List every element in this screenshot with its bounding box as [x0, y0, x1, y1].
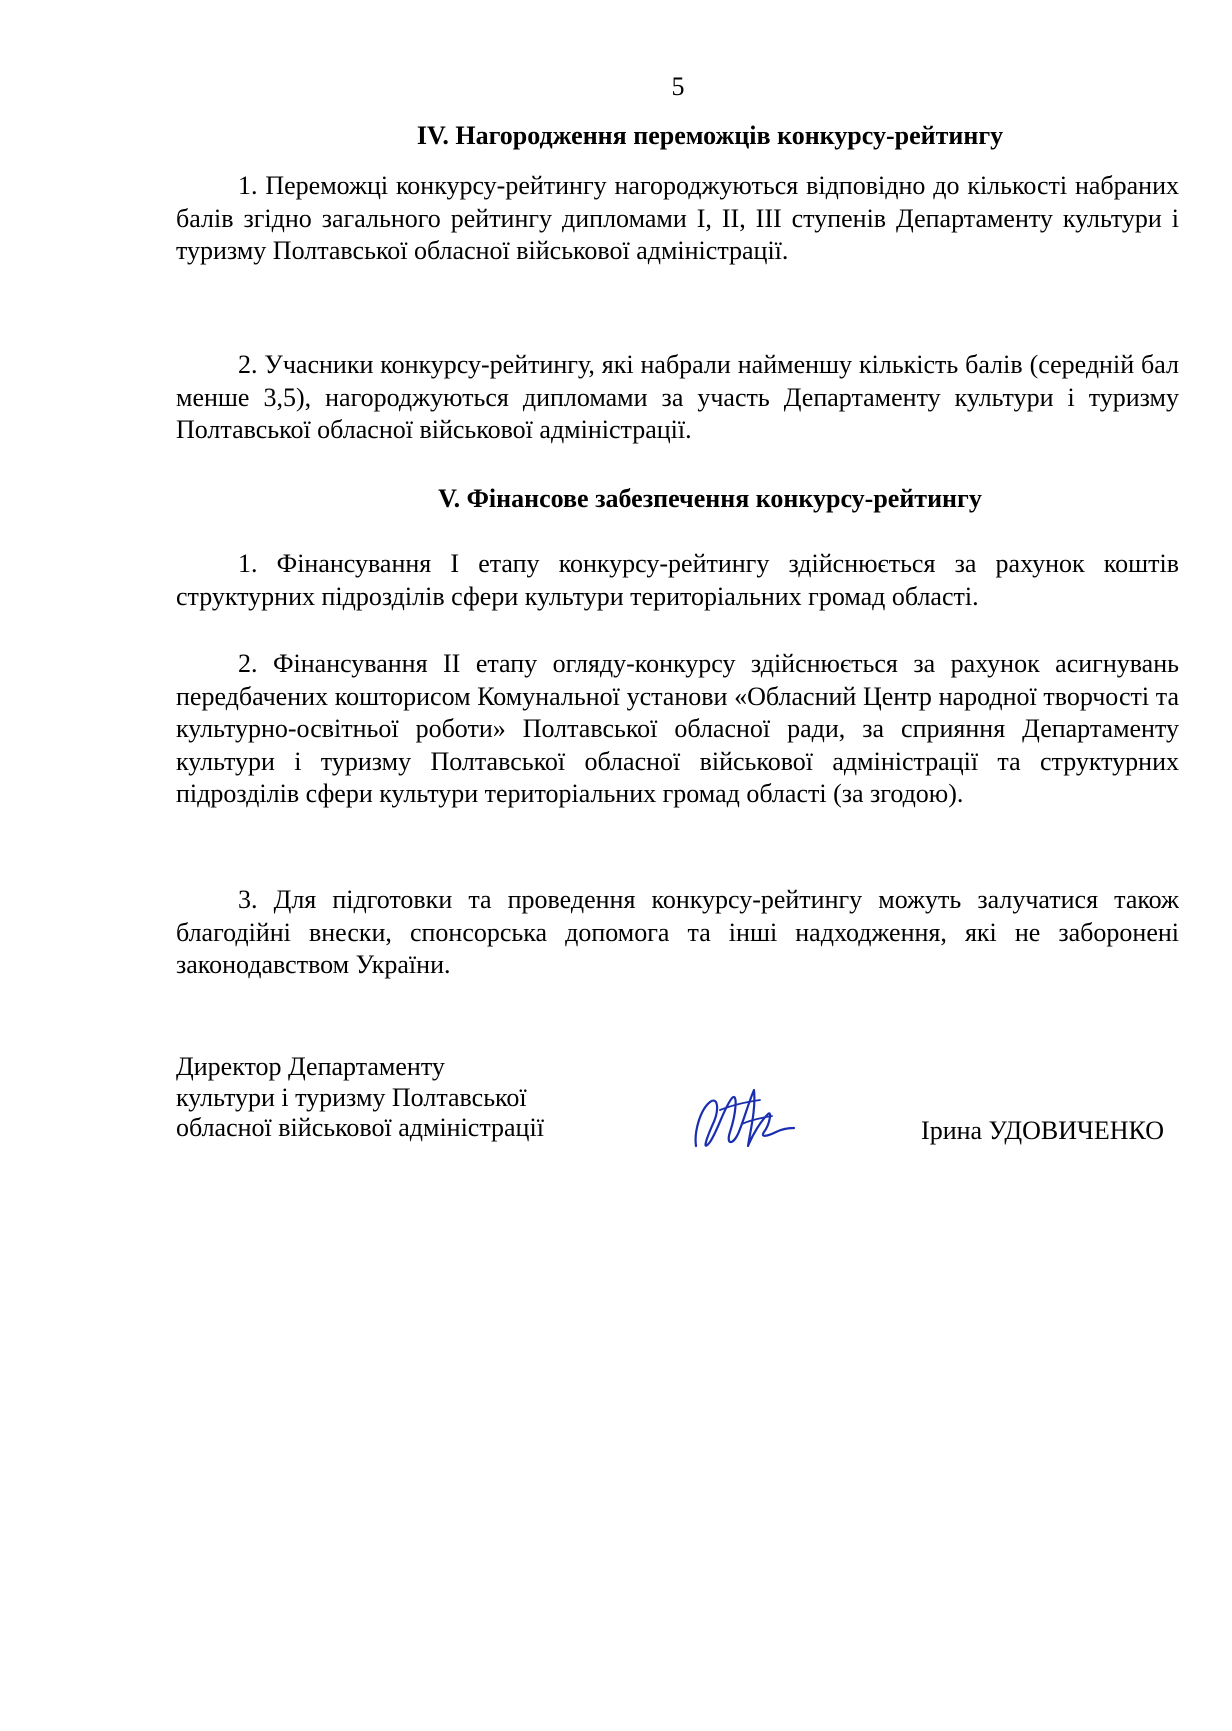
- section-4-paragraph-2: 2. Учасники конкурсу-рейтингу, які набрали найменшу кількість балів (середній бал менше 3,5), нагороджуються дипломами за участь Департаменту культури і туризму Полтавської обласної військової адміністрації.: [176, 350, 1179, 444]
- section-5-paragraph-3: 3. Для підготовки та проведення конкурсу-рейтингу можуть залучатися також благодійні внески, спонсорська допомога та інші надходження, які не заборонені законодавством України.: [176, 885, 1179, 979]
- signatory-title-line: Директор Департаменту: [176, 1052, 445, 1081]
- signatory-title-line: культури і туризму Полтавської: [176, 1082, 527, 1112]
- signatory-name: Ірина УДОВИЧЕНКО: [921, 1116, 1164, 1145]
- section-4-heading: IV. Нагородження переможців конкурсу-рейтингу: [416, 121, 1004, 150]
- signatory-title: [176, 1052, 544, 1144]
- section-5-paragraph-1: 1. Фінансування І етапу конкурсу-рейтингу здійснюється за рахунок коштів структурних підрозділів сфери культури територіальних громад області.: [176, 549, 1179, 611]
- section-5-heading: V. Фінансове забезпечення конкурсу-рейтингу: [438, 484, 982, 513]
- section-4-paragraph-1: 1. Переможці конкурсу-рейтингу нагороджуються відповідно до кількості набраних балів згідно загального рейтингу дипломами І, ІІ, ІІІ ступенів Департаменту культури і туризму Полтавської обласної військової адміністрації.: [176, 171, 1179, 265]
- signatory-title-line: обласної військової адміністрації: [176, 1113, 544, 1142]
- section-5-paragraph-2: 2. Фінансування ІІ етапу огляду-конкурсу здійснюється за рахунок асигнувань передбачених кошторисом Комунальної установи «Обласний Центр народної творчості та культурно-освітньої роботи» Полтавської обласної ради, за сприяння Департаменту культури і туризму Полтавської обласної військової адміністрації та структурних підрозділів сфери культури територіальних громад області (за згодою).: [176, 649, 1179, 808]
- page-number: 5: [671, 72, 685, 101]
- handwritten-signature: [690, 1080, 798, 1156]
